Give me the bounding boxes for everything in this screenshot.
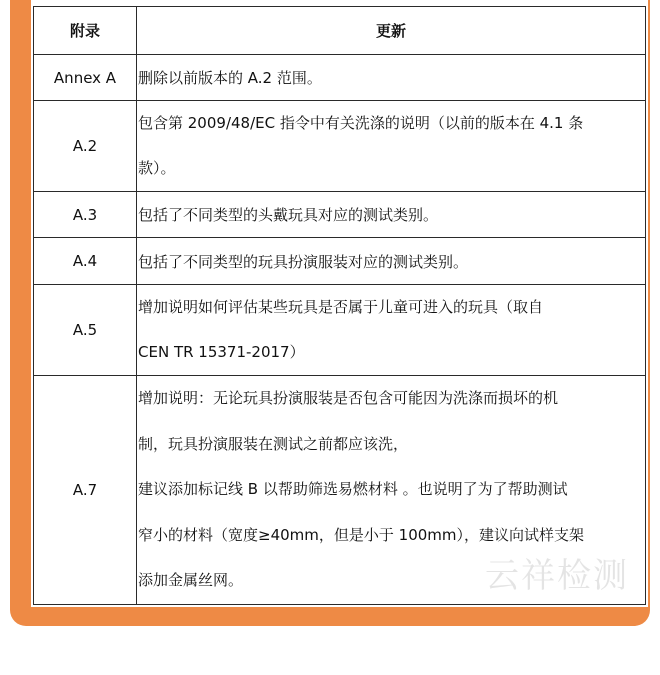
update-line: 增加说明如何评估某些玩具是否属于儿童可进入的玩具（取自 — [138, 298, 544, 316]
annex-ref: Annex A — [34, 55, 137, 101]
update-text — [137, 55, 646, 101]
table-row — [34, 192, 646, 238]
update-line: 删除以前版本的 A.2 范围。 — [138, 69, 322, 87]
annex-ref: A.4 — [34, 238, 137, 285]
annex-ref: A.7 — [34, 376, 137, 605]
header-annex: 附录 — [34, 7, 137, 55]
update-line: 制，玩具扮演服装在测试之前都应该洗， — [138, 434, 409, 453]
annex-ref: A.5 — [34, 285, 137, 376]
table-row — [34, 55, 646, 101]
update-line: 窄小的材料（宽度≥40mm，但是小于 100mm），建议向试样支架 — [138, 525, 585, 544]
update-line: 添加金属丝网。 — [138, 571, 244, 589]
table-row — [34, 285, 646, 376]
watermark: 云祥检测 — [485, 556, 629, 596]
update-text — [137, 101, 646, 192]
update-line: 包括了不同类型的头戴玩具对应的测试类别。 — [138, 206, 439, 224]
table-row — [34, 101, 646, 192]
header-update: 更新 — [137, 7, 646, 55]
update-text — [137, 285, 646, 376]
update-line: 建议添加标记线 B 以帮助筛选易燃材料 。也说明了为了帮助测试 — [138, 480, 568, 498]
annex-ref: A.2 — [34, 101, 137, 192]
orange-frame — [10, 0, 650, 626]
update-text — [137, 238, 646, 285]
document-page — [31, 0, 648, 607]
annex-update-table — [33, 6, 646, 605]
update-line: CEN TR 15371-2017） — [138, 343, 305, 361]
update-text — [137, 192, 646, 238]
table-header-row — [34, 7, 646, 55]
annex-ref: A.3 — [34, 192, 137, 238]
update-line: 款）。 — [138, 159, 176, 177]
update-line: 包括了不同类型的玩具扮演服装对应的测试类别。 — [138, 252, 469, 271]
update-line: 包含第 2009/48/EC 指令中有关洗涤的说明（以前的版本在 4.1 条 — [138, 114, 584, 132]
update-line: 增加说明：无论玩具扮演服装是否包含可能因为洗涤而损坏的机 — [138, 389, 559, 407]
table-row — [34, 238, 646, 285]
